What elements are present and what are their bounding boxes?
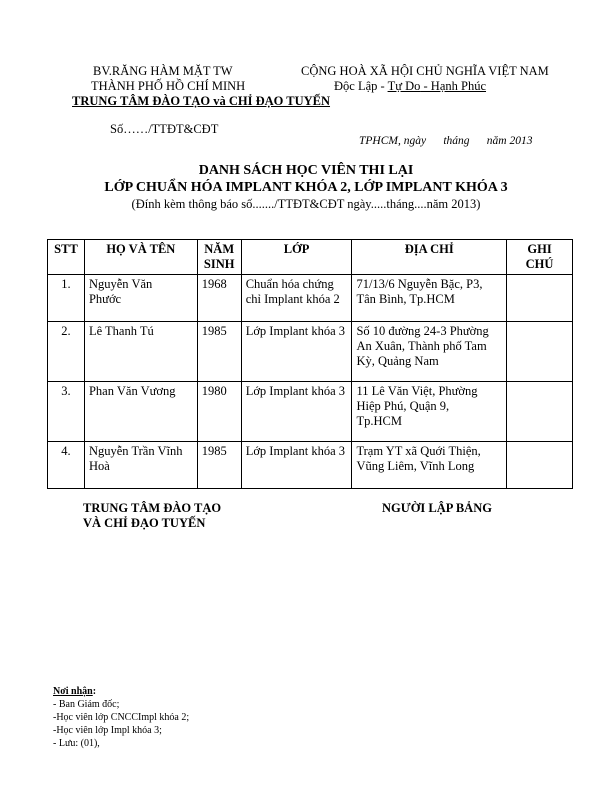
row-name xyxy=(84,275,197,322)
row-addr-l1: Số 10 đường 24-3 Phường xyxy=(356,324,489,338)
date-line: TPHCM, ngày tháng năm 2013 xyxy=(359,135,533,147)
row-year: 1968 xyxy=(197,275,241,322)
row-class: Lớp Implant khóa 3 xyxy=(241,322,352,382)
row-name-l1: Nguyễn Văn xyxy=(88,277,153,291)
row-name: Lê Thanh Tú xyxy=(84,322,197,382)
org-center xyxy=(72,94,330,109)
header-address: ĐỊA CHỈ xyxy=(352,240,507,275)
list-item: - Lưu: (01), xyxy=(53,738,100,749)
row-addr-l2: Hiệp Phú, Quận 9, xyxy=(356,399,450,413)
row-class xyxy=(241,275,352,322)
header-note xyxy=(507,240,573,275)
table-row xyxy=(48,322,573,382)
row-address xyxy=(352,275,507,322)
recipients-heading-text: Nơi nhận xyxy=(53,686,93,697)
table-row xyxy=(48,382,573,442)
header-name: HỌ VÀ TÊN xyxy=(84,240,197,275)
header-class: LỚP xyxy=(241,240,352,275)
header-stt: STT xyxy=(48,240,85,275)
list-item: -Học viên lớp Impl khóa 3; xyxy=(53,725,162,736)
row-addr-l1: 71/13/6 Nguyễn Bặc, P3, xyxy=(356,277,483,291)
header-year xyxy=(197,240,241,275)
row-name: Phan Văn Vương xyxy=(84,382,197,442)
row-note xyxy=(507,382,573,442)
doc-number: Số……/TTĐT&CĐT xyxy=(110,122,219,136)
row-address xyxy=(352,382,507,442)
row-name-l1: Nguyễn Trần Vĩnh xyxy=(88,444,183,458)
row-addr-l2: Tân Bình, Tp.HCM xyxy=(356,292,455,306)
row-addr-l2: An Xuân, Thành phố Tam xyxy=(356,339,487,353)
header-year-l2: SINH xyxy=(203,257,235,271)
signature-left-l2: VÀ CHỈ ĐẠO TUYẾN xyxy=(83,516,206,530)
title-line2: LỚP CHUẨN HÓA IMPLANT KHÓA 2, LỚP IMPLANT KHÓA 3 xyxy=(104,180,508,195)
table-row xyxy=(48,442,573,489)
org-city: THÀNH PHỐ HỒ CHÍ MINH xyxy=(91,79,246,93)
row-year: 1985 xyxy=(197,322,241,382)
signature-right: NGƯỜI LẬP BẢNG xyxy=(382,501,492,515)
row-stt: 2. xyxy=(48,322,85,382)
row-addr-l3: Tp.HCM xyxy=(356,414,402,428)
row-addr-l2: Vũng Liêm, Vĩnh Long xyxy=(356,459,475,473)
header-year-l1: NĂM xyxy=(204,242,235,256)
row-stt: 1. xyxy=(48,275,85,322)
table-header-row xyxy=(48,240,573,275)
row-stt: 4. xyxy=(48,442,85,489)
row-addr-l1: 11 Lê Văn Việt, Phường xyxy=(356,384,478,398)
row-class-l1: Chuẩn hóa chứng xyxy=(245,277,334,291)
student-table xyxy=(47,239,573,489)
row-address xyxy=(352,322,507,382)
motto-part1: Độc Lập - xyxy=(334,79,388,93)
motto xyxy=(334,79,486,94)
row-class: Lớp Implant khóa 3 xyxy=(241,442,352,489)
row-note xyxy=(507,275,573,322)
signature-left-l1: TRUNG TÂM ĐÀO TẠO xyxy=(83,501,222,515)
row-year: 1985 xyxy=(197,442,241,489)
org-center-text: TRUNG TÂM ĐÀO TẠO và CHỈ ĐẠO TUYẾN xyxy=(72,94,331,108)
row-address xyxy=(352,442,507,489)
recipients-heading-colon: : xyxy=(92,686,97,697)
org-name: BV.RĂNG HÀM MẶT TW xyxy=(93,64,233,78)
row-stt: 3. xyxy=(48,382,85,442)
recipients-heading xyxy=(53,685,189,698)
row-year: 1980 xyxy=(197,382,241,442)
title-line1: DANH SÁCH HỌC VIÊN THI LẠI xyxy=(198,163,414,178)
motto-part3: - Hạnh Phúc xyxy=(420,79,487,93)
title-line3: (Đính kèm thông báo số......./TTĐT&CĐT ngày.....tháng....năm 2013) xyxy=(131,197,481,211)
header-note-l1: GHI xyxy=(527,242,552,256)
table-row xyxy=(48,275,573,322)
header-note-l2: CHÚ xyxy=(525,257,554,271)
row-note xyxy=(507,442,573,489)
motto-part2: Tự Do xyxy=(387,79,421,93)
row-name xyxy=(84,442,197,489)
list-item: - Ban Giám đốc; xyxy=(53,699,120,710)
recipients xyxy=(53,685,189,750)
country-name: CỘNG HOÀ XÃ HỘI CHỦ NGHĨA VIỆT NAM xyxy=(301,64,549,78)
row-class: Lớp Implant khóa 3 xyxy=(241,382,352,442)
row-addr-l1: Trạm YT xã Quới Thiện, xyxy=(356,444,481,458)
row-addr-l3: Kỳ, Quảng Nam xyxy=(356,354,439,368)
list-item: -Học viên lớp CNCCImpl khóa 2; xyxy=(53,712,190,723)
row-note xyxy=(507,322,573,382)
row-name-l2: Hoà xyxy=(88,459,110,473)
row-class-l2: chỉ Implant khóa 2 xyxy=(245,292,340,306)
row-name-l2: Phước xyxy=(88,292,122,306)
